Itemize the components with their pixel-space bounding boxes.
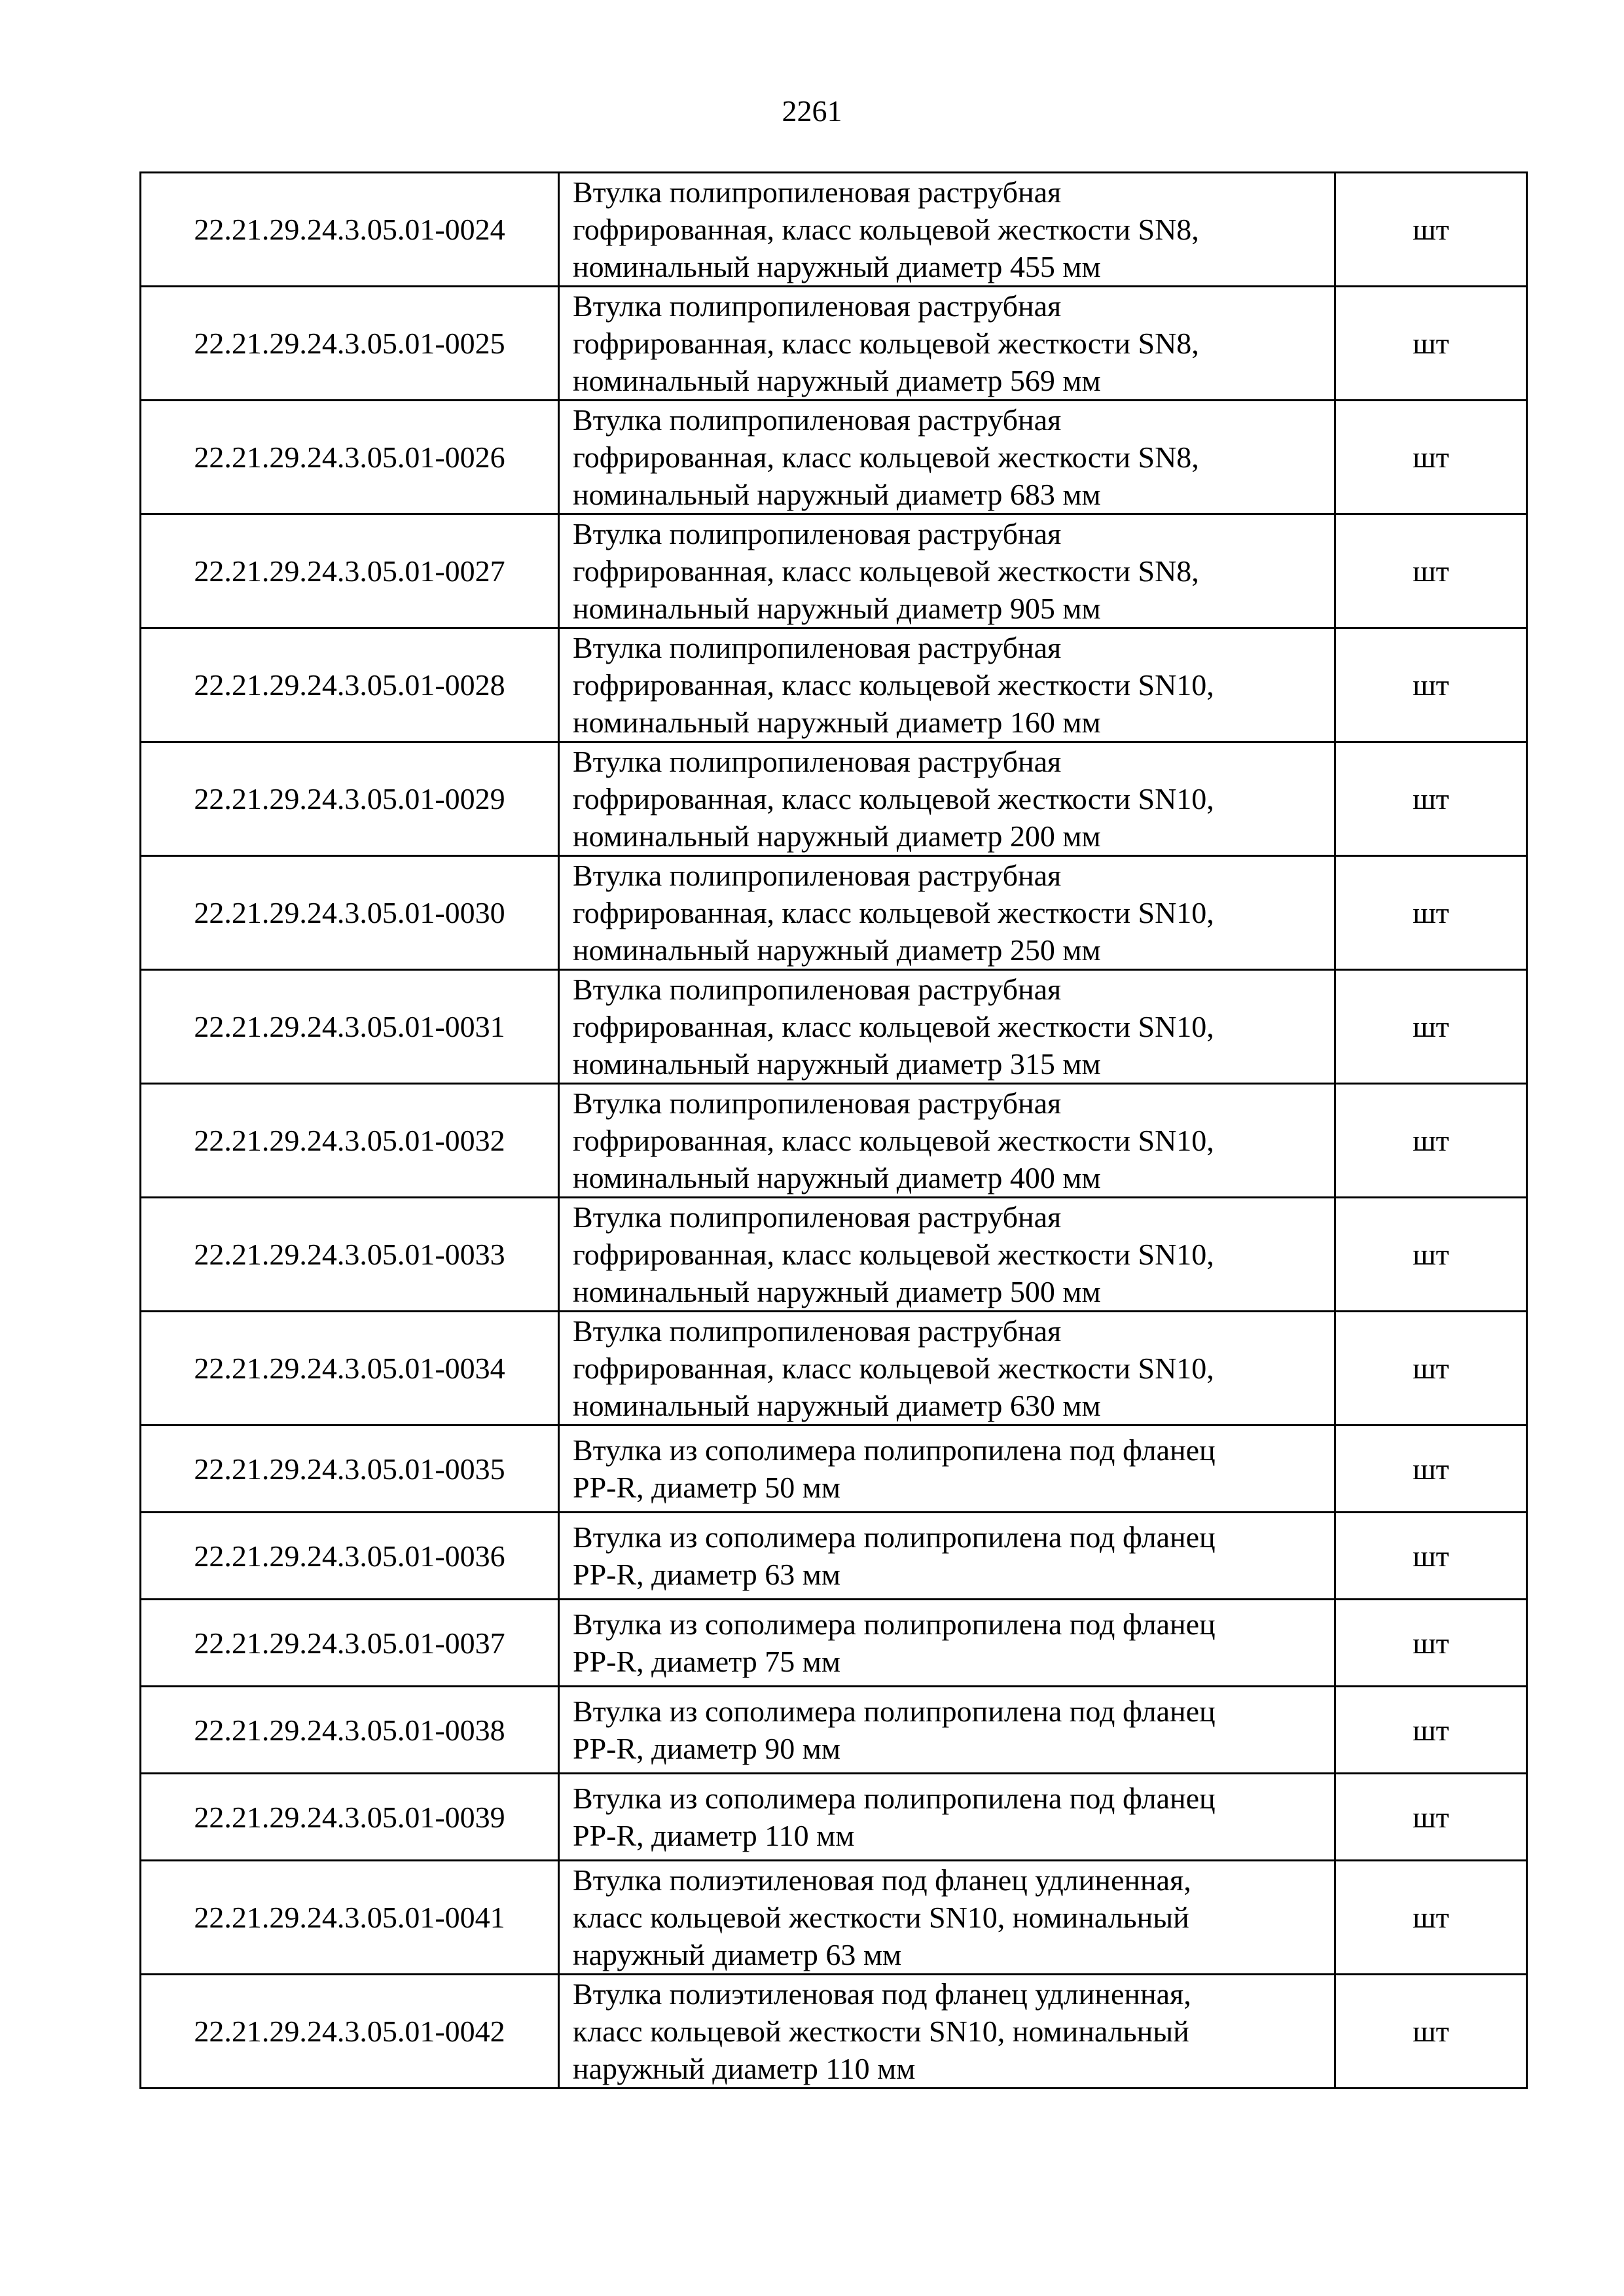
item-name-line: Втулка полипропиленовая раструбная [573,631,1062,664]
item-name-line: гофрированная, класс кольцевой жесткости SN10, [573,782,1214,816]
table-row [141,856,1527,970]
item-name-line: Втулка полиэтиленовая под фланец удлиненная, [573,1977,1191,2011]
item-code-cell: 22.21.29.24.3.05.01-0029 [141,742,559,856]
item-name-line: Втулка полипропиленовая раструбная [573,1314,1062,1348]
table-row [141,1084,1527,1198]
item-name-line: PP-R, диаметр 90 мм [573,1732,841,1765]
item-unit-cell: шт [1335,1774,1527,1861]
item-name-line: гофрированная, класс кольцевой жесткости SN8, [573,440,1199,474]
item-name-line: Втулка полипропиленовая раструбная [573,745,1062,778]
item-name-cell [559,1426,1335,1513]
item-name-line: класс кольцевой жесткости SN10, номинальный [573,1901,1189,1934]
item-name-line: номинальный наружный диаметр 400 мм [573,1161,1101,1194]
item-name-line: гофрированная, класс кольцевой жесткости SN8, [573,213,1199,246]
item-name-cell [559,1312,1335,1426]
item-name-cell [559,628,1335,742]
table-row [141,1687,1527,1774]
item-name-line: Втулка полипропиленовая раструбная [573,403,1062,437]
item-code-cell: 22.21.29.24.3.05.01-0042 [141,1975,559,2089]
item-code-cell: 22.21.29.24.3.05.01-0028 [141,628,559,742]
item-name-line: Втулка полипропиленовая раструбная [573,973,1062,1006]
item-unit-cell: шт [1335,742,1527,856]
item-name-line: Втулка полиэтиленовая под фланец удлиненная, [573,1863,1191,1897]
item-name-line: Втулка из сополимера полипропилена под фланец [573,1695,1216,1728]
table-row [141,514,1527,628]
item-code-cell: 22.21.29.24.3.05.01-0025 [141,287,559,401]
item-name-line: Втулка из сополимера полипропилена под фланец [573,1782,1216,1815]
item-name-cell [559,1198,1335,1312]
item-name-cell [559,1861,1335,1975]
item-name-line: номинальный наружный диаметр 630 мм [573,1389,1101,1422]
item-name-line: гофрированная, класс кольцевой жесткости SN10, [573,668,1214,702]
table-row [141,1198,1527,1312]
item-code-cell: 22.21.29.24.3.05.01-0030 [141,856,559,970]
item-name-cell [559,173,1335,287]
item-name-cell [559,1600,1335,1687]
item-name-line: наружный диаметр 110 мм [573,2052,916,2085]
item-name-line: Втулка из сополимера полипропилена под фланец [573,1433,1216,1467]
item-name-line: номинальный наружный диаметр 569 мм [573,364,1101,397]
item-name-line: наружный диаметр 63 мм [573,1938,902,1971]
item-code-cell: 22.21.29.24.3.05.01-0036 [141,1513,559,1600]
item-code-cell: 22.21.29.24.3.05.01-0035 [141,1426,559,1513]
item-name-line: Втулка полипропиленовая раструбная [573,1200,1062,1234]
materials-table [139,171,1528,2089]
item-name-cell [559,401,1335,514]
item-code-cell: 22.21.29.24.3.05.01-0034 [141,1312,559,1426]
item-name-line: гофрированная, класс кольцевой жесткости SN8, [573,554,1199,588]
item-code-cell: 22.21.29.24.3.05.01-0037 [141,1600,559,1687]
item-name-cell [559,742,1335,856]
table-body [141,173,1527,2089]
item-unit-cell: шт [1335,514,1527,628]
item-name-line: гофрированная, класс кольцевой жесткости SN10, [573,896,1214,929]
item-name-line: номинальный наружный диаметр 250 мм [573,933,1101,967]
table-row [141,287,1527,401]
item-name-cell [559,1975,1335,2089]
item-name-line: гофрированная, класс кольцевой жесткости SN10, [573,1352,1214,1385]
item-code-cell: 22.21.29.24.3.05.01-0031 [141,970,559,1084]
item-name-line: PP-R, диаметр 63 мм [573,1558,841,1591]
table-row [141,1312,1527,1426]
item-name-cell [559,856,1335,970]
table-row [141,1861,1527,1975]
item-name-line: гофрированная, класс кольцевой жесткости SN10, [573,1124,1214,1157]
item-name-line: номинальный наружный диаметр 500 мм [573,1275,1101,1308]
table-row [141,1975,1527,2089]
table-row [141,1513,1527,1600]
item-name-line: гофрированная, класс кольцевой жесткости SN8, [573,327,1199,360]
item-code-cell: 22.21.29.24.3.05.01-0041 [141,1861,559,1975]
item-code-cell: 22.21.29.24.3.05.01-0032 [141,1084,559,1198]
table-row [141,401,1527,514]
item-name-line: Втулка полипропиленовая раструбная [573,517,1062,550]
item-name-cell [559,1084,1335,1198]
item-name-cell [559,1513,1335,1600]
item-unit-cell: шт [1335,1312,1527,1426]
item-name-line: номинальный наружный диаметр 683 мм [573,478,1101,511]
item-unit-cell: шт [1335,970,1527,1084]
item-code-cell: 22.21.29.24.3.05.01-0039 [141,1774,559,1861]
item-unit-cell: шт [1335,1513,1527,1600]
item-name-line: Втулка полипропиленовая раструбная [573,859,1062,892]
item-code-cell: 22.21.29.24.3.05.01-0027 [141,514,559,628]
item-name-line: класс кольцевой жесткости SN10, номинальный [573,2015,1189,2048]
item-name-line: PP-R, диаметр 50 мм [573,1471,841,1504]
table-row [141,1426,1527,1513]
item-name-line: PP-R, диаметр 110 мм [573,1819,855,1852]
item-name-cell [559,287,1335,401]
item-name-cell [559,1774,1335,1861]
item-unit-cell: шт [1335,1084,1527,1198]
item-name-line: гофрированная, класс кольцевой жесткости SN10, [573,1238,1214,1271]
item-unit-cell: шт [1335,1861,1527,1975]
item-name-line: номинальный наружный диаметр 455 мм [573,250,1101,283]
item-code-cell: 22.21.29.24.3.05.01-0033 [141,1198,559,1312]
item-name-line: номинальный наружный диаметр 905 мм [573,592,1101,625]
item-name-cell [559,1687,1335,1774]
table-row [141,628,1527,742]
item-unit-cell: шт [1335,401,1527,514]
item-unit-cell: шт [1335,173,1527,287]
item-name-line: Втулка из сополимера полипропилена под фланец [573,1520,1216,1554]
item-code-cell: 22.21.29.24.3.05.01-0038 [141,1687,559,1774]
item-name-cell [559,970,1335,1084]
item-unit-cell: шт [1335,1198,1527,1312]
item-unit-cell: шт [1335,1426,1527,1513]
item-name-line: номинальный наружный диаметр 200 мм [573,819,1101,853]
table-row [141,1774,1527,1861]
item-name-line: номинальный наружный диаметр 315 мм [573,1047,1101,1081]
page-number: 2261 [782,94,842,128]
item-name-cell [559,514,1335,628]
item-name-line: PP-R, диаметр 75 мм [573,1645,841,1678]
table-row [141,970,1527,1084]
item-unit-cell: шт [1335,1687,1527,1774]
item-unit-cell: шт [1335,1600,1527,1687]
item-name-line: Втулка полипропиленовая раструбная [573,289,1062,323]
item-name-line: Втулка полипропиленовая раструбная [573,1086,1062,1120]
table-row [141,173,1527,287]
item-unit-cell: шт [1335,628,1527,742]
item-code-cell: 22.21.29.24.3.05.01-0026 [141,401,559,514]
item-name-line: Втулка из сополимера полипропилена под фланец [573,1607,1216,1641]
item-name-line: гофрированная, класс кольцевой жесткости SN10, [573,1010,1214,1043]
item-unit-cell: шт [1335,856,1527,970]
table-row [141,1600,1527,1687]
item-unit-cell: шт [1335,1975,1527,2089]
table-row [141,742,1527,856]
item-name-line: номинальный наружный диаметр 160 мм [573,706,1101,739]
item-code-cell: 22.21.29.24.3.05.01-0024 [141,173,559,287]
item-name-line: Втулка полипропиленовая раструбная [573,175,1062,209]
item-unit-cell: шт [1335,287,1527,401]
